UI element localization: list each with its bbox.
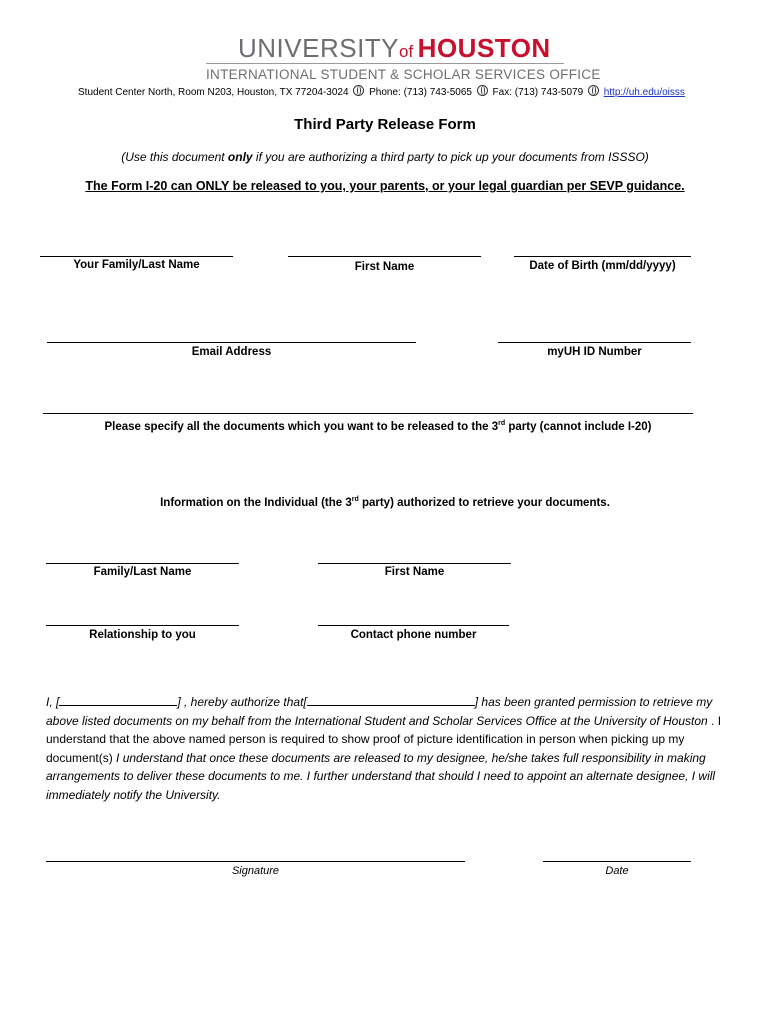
globe-icon xyxy=(477,85,488,96)
globe-icon xyxy=(588,85,599,96)
student-name-blank[interactable] xyxy=(59,694,177,706)
globe-icon xyxy=(353,85,364,96)
phone-text: Phone: (713) 743-5065 xyxy=(369,87,472,98)
auth-text-1: I, [ xyxy=(46,695,60,709)
fax-text: Fax: (713) 743-5079 xyxy=(492,87,584,98)
myuh-id-field[interactable] xyxy=(498,342,691,343)
contact-phone-label: Contact phone number xyxy=(350,629,477,641)
auth-text-4: . I understand that the above named person is required to show proof of picture identification in person when picking up my document(s) xyxy=(46,713,722,765)
authorization-paragraph xyxy=(46,693,726,805)
third-party-heading-sup: rd xyxy=(351,496,359,504)
myuh-id-label: myUH ID Number xyxy=(547,346,642,358)
contact-phone-field[interactable] xyxy=(318,625,509,626)
auth-text-5: I understand that once these documents are released to my designee, he/she takes full responsibility in making arrangements to deliver these documents to me. I further understand that should I need to appoint an alternate designee, I will immediately notify the University. xyxy=(46,750,716,802)
third-party-heading xyxy=(0,497,770,509)
form-title: Third Party Release Form xyxy=(294,116,476,133)
subtitle-bold: only xyxy=(227,150,253,164)
date-label: Date xyxy=(605,865,629,877)
signature-field[interactable] xyxy=(46,861,465,862)
designee-name-blank[interactable] xyxy=(307,694,475,706)
first-name-field[interactable] xyxy=(288,256,481,257)
logo-houston-text: HOUSTON xyxy=(417,33,551,63)
i20-warning: The Form I-20 can ONLY be released to you, your parents, or your legal guardian per SEVP guidance. xyxy=(85,179,685,193)
relationship-field[interactable] xyxy=(46,625,239,626)
form-subtitle xyxy=(0,150,770,164)
logo-of-text: of xyxy=(399,42,414,61)
dob-label: Date of Birth (mm/dd/yyyy) xyxy=(529,260,676,272)
contact-info xyxy=(78,85,718,98)
documents-label-post: party (cannot include I-20) xyxy=(505,421,652,433)
relationship-label: Relationship to you xyxy=(89,629,196,641)
documents-label-sup: rd xyxy=(498,420,506,428)
auth-text-3: ] has been granted permission to retrieve my above listed documents on my behalf from the International Student and Scholar Services Office at the University of Houston xyxy=(46,695,713,728)
tp-first-name-field[interactable] xyxy=(318,563,511,564)
last-name-label: Your Family/Last Name xyxy=(73,259,200,271)
documents-label-pre: Please specify all the documents which you want to be released to the 3 xyxy=(104,421,499,433)
logo-divider xyxy=(206,63,564,64)
third-party-heading-pre: Information on the Individual (the 3 xyxy=(160,497,352,509)
dob-field[interactable] xyxy=(514,256,691,257)
first-name-label: First Name xyxy=(354,261,415,273)
email-label: Email Address xyxy=(191,346,272,358)
tp-first-name-label: First Name xyxy=(384,566,445,578)
email-field[interactable] xyxy=(47,342,416,343)
tp-last-name-field[interactable] xyxy=(46,563,239,564)
subtitle-pre: (Use this document xyxy=(121,150,228,164)
auth-text-2: ] , hereby authorize that[ xyxy=(177,695,307,709)
documents-field[interactable] xyxy=(43,413,693,414)
office-name: INTERNATIONAL STUDENT & SCHOLAR SERVICES OFFICE xyxy=(206,67,601,82)
date-field[interactable] xyxy=(543,861,691,862)
subtitle-post: if you are authorizing a third party to pick up your documents from ISSSO) xyxy=(252,150,649,164)
last-name-field[interactable] xyxy=(40,256,233,257)
tp-last-name-label: Family/Last Name xyxy=(93,566,192,578)
address-text: Student Center North, Room N203, Houston, TX 77204-3024 xyxy=(78,87,349,98)
website-link[interactable]: http://uh.edu/oisss xyxy=(603,87,685,98)
third-party-heading-post: party) authorized to retrieve your documents. xyxy=(358,497,610,509)
university-logo xyxy=(238,33,551,63)
logo-university-text: UNIVERSITY xyxy=(238,33,400,63)
signature-label: Signature xyxy=(231,865,280,877)
documents-label xyxy=(43,421,713,433)
